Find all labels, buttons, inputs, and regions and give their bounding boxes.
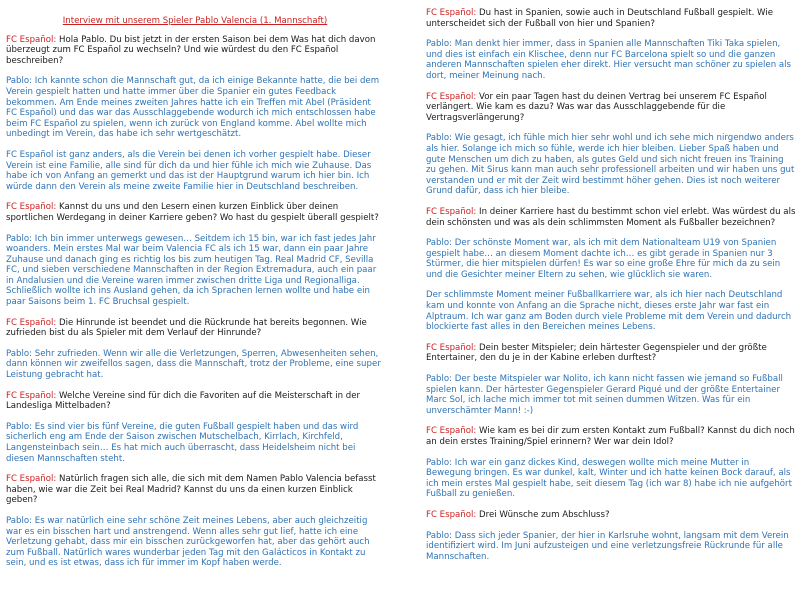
interview-answer-continued: FC Español ist ganz anders, als die Verein bei denen ich vorher gespielt habe. Dieser Verein ist eine Familie, alle sind für dich da und hier fühle ich mich wie Zuhause. Das habe ich von Anfang an gemerkt und das ist der Hauptgrund warum ich hier bin. Ich würde dann den Verein als meine zweite Familie hier in Deutschland beschreiben. [6, 149, 372, 192]
interview-question [426, 426, 796, 447]
question-text: Wie kam es bei dir zum ersten Kontakt zum Fußball? Kannst du dich noch an dein erstes Training/Spiel erinnern? Wer war dein Idol? [426, 426, 795, 447]
speaker-label-player: Pablo: [6, 348, 33, 359]
speaker-label-interviewer: FC Español: [426, 342, 477, 353]
interview-question [426, 343, 796, 364]
right-interview-list [426, 8, 796, 562]
interview-question [6, 202, 384, 223]
question-text: Kannst du uns und den Lesern einen kurzen Einblick über deinen sportlichen Werdegang in deiner Karriere geben? Wo hast du gespielt überall gespielt? [6, 202, 379, 223]
interview-question [426, 92, 796, 124]
speaker-label-interviewer: FC Español: [426, 206, 477, 217]
interview-answer [6, 234, 384, 308]
speaker-label-player: Pablo: [426, 133, 453, 144]
speaker-label-player: Pablo: [6, 233, 33, 244]
question-text: Natürlich fragen sich alle, die sich mit dem Namen Pablo Valencia befasst haben, wie war die Zeit bei Real Madrid? Kannst du uns da einen kurzen Einblick geben? [6, 474, 376, 506]
right-column [426, 0, 796, 572]
answer-text: Wie gesagt, ich fühle mich hier sehr wohl und ich sehe mich nirgendwo anders als hier. Solange ich mich so fühle, werde ich hier bleiben. Lieber Spaß haben und gute Menschen um dich zu haben, als gutes Geld und sich nicht freuen ins Training zu gehen. Mit Sirus kann man auch sehr professionell arbeiten und wir haben uns gut verstanden und er mit der Zeit wird bestimmt höher gehen. Dies ist noch weiterer Grund dafür, dass ich hier bleibe. [426, 133, 795, 197]
interview-answer [6, 349, 384, 381]
question-text: Hola Pablo. Du bist jetzt in der ersten Saison bei dem Was hat dich davon überzeugt zum FC Español zu wechseln? Und wie würdest du den FC Español beschreiben? [6, 34, 376, 66]
question-text: Dein bester Mitspieler; dein härtester Gegenspieler und der größte Entertainer, den du je in der Kabine erleben durftest? [426, 342, 767, 364]
answer-text: Es sind vier bis fünf Vereine, die guten Fußball gespielt haben und das wird sicherlich eng am Ende der Saison zwischen Mutschelbach, Kirrlach, Kirchfeld, Langensteinbach sein… Es hat mich auch überrascht, dass Heidelsheim nicht bei diesen Mannschaften steht. [6, 421, 359, 464]
interview-answer [426, 374, 796, 416]
answer-text: Der beste Mitspieler war Nolito, ich kann nicht fassen wie jemand so Fußball spielen kann. Der härtester Gegenspieler Gerard Piqué und der größte Entertainer Marc Sol, ich lache mich immer tot mit seinen dummen Witzen. Was für ein unverschämter Mann! :-) [426, 374, 783, 416]
answer-text: Ich bin immer unterwegs gewesen… Seitdem ich 15 bin, war ich fast jedes Jahr woanders. Mein erstes Mal war beim Valencia FC als ich 15 war, dann ein paar Jahre Zuhause und danach ging es richtig los bis zum heutigen Tag. Real Madrid CF, Sevilla FC, und sieben verschiedene Mannschaften in der Region Extremadura, auch ein paar in Andalusien und die Vereine waren immer zwischen dritte Liga und Regionalliga. Schließlich wollte ich ins Ausland gehen, da ich Sprachen lernen wollte und habe ein paar Saisons beim 1. FC Bruchsal gespielt. [6, 233, 377, 308]
speaker-label-player: Pablo: [426, 39, 453, 50]
interview-answer [426, 133, 796, 197]
speaker-label-interviewer: FC Español: [6, 202, 57, 213]
answer-text: Ich kannte schon die Mannschaft gut, da ich einige Bekannte hatte, die bei dem Verein gespielt hatten und hatte immer über die Spanier ein gutes Feedback bekommen. Am Ende meines zweiten Jahres hatte ich ein Treffen mit Abel (Präsident FC Español) und das war das Ausschlaggebende wodurch ich mich entschlossen habe beim FC Español zu spielen, wenn ich zurück von England komme. Abel wollte mich unbedingt im Verein, das habe ich sehr wertgeschätzt. [6, 76, 380, 140]
speaker-label-player: Pablo: [6, 421, 33, 432]
answer-text: Man denkt hier immer, dass in Spanien alle Mannschaften Tiki Taka spielen, und dies ist einfach ein Klischee, denn nur FC Barcelona spielt so und die ganzen anderen Mannschaften spielen eher direkt. Hier versucht man schöner zu spielen als dort, meiner Meinung nach. [426, 39, 791, 81]
speaker-label-interviewer: FC Español: [426, 91, 477, 102]
speaker-label-player: Pablo: [6, 515, 33, 526]
interview-question [426, 510, 796, 521]
speaker-label-interviewer: FC Español: [6, 390, 57, 401]
interview-question [6, 474, 384, 506]
interview-question [426, 207, 796, 228]
speaker-label-player: Pablo: [426, 457, 453, 468]
question-text: Die Hinrunde ist beendet und die Rückrunde hat bereits begonnen. Wie zufrieden bist du als Spieler mit dem Verlauf der Hinrunde? [6, 317, 367, 339]
speaker-label-interviewer: FC Español: [426, 8, 477, 18]
question-text: Du hast in Spanien, sowie auch in Deutschland Fußball gespielt. Wie unterscheidet sich der Fußball von hier und Spanien? [426, 8, 774, 29]
left-column [6, 0, 384, 579]
interview-answer [426, 458, 796, 500]
question-text: Drei Wünsche zum Abschluss? [476, 509, 610, 520]
interview-answer [426, 39, 796, 81]
interview-question [426, 8, 796, 29]
answer-text: Der schönste Moment war, als ich mit dem Nationalteam U19 von Spanien gespielt habe… an diesem Moment dachte ich… es gibt gerade in Spanien nur 3 Stürmer, die hier mitspielen dürfen! Es war so eine große Ehre für mich da zu sein und die Gesichter meiner Eltern zu sehen, wie glücklich sie waren. [426, 238, 781, 280]
speaker-label-interviewer: FC Español: [6, 317, 57, 328]
question-text: Vor ein paar Tagen hast du deinen Vertrag bei unserem FC Español verlängert. Wie kam es dazu? Was war das Ausschlaggebende für die Vertragsverlängerung? [426, 91, 767, 123]
interview-answer-continued: Der schlimmste Moment meiner Fußballkarriere war, als ich hier nach Deutschland kam und konnte von Anfang an die Sprache nicht, dieses erste Jahr war fast ein Alptraum. Ich war ganz am Boden durch viele Probleme mit dem Verein und dadurch blockierte fast alles in den Bereichen meines Lebens. [426, 290, 792, 333]
speaker-label-interviewer: FC Español: [426, 426, 477, 437]
interview-question [6, 318, 384, 339]
interview-answer [426, 531, 796, 563]
left-interview-list [6, 35, 384, 569]
question-text: Welche Vereine sind für dich die Favoriten auf die Meisterschaft in der Landesliga Mittelbaden? [6, 390, 361, 412]
interview-question [6, 35, 384, 67]
question-text: In deiner Karriere hast du bestimmt schon viel erlebt. Was würdest du als dein schönsten und was als dein schlimmsten Moment als Fußballer bezeichnen? [426, 206, 796, 228]
interview-answer [6, 516, 384, 569]
interview-question [6, 391, 384, 412]
interview-answer [426, 238, 796, 280]
speaker-label-interviewer: FC Español: [6, 34, 57, 45]
speaker-label-interviewer: FC Español: [6, 474, 57, 485]
page-title: Interview mit unserem Spieler Pablo Valencia (1. Mannschaft) [62, 16, 328, 26]
speaker-label-player: Pablo: [426, 374, 453, 385]
interview-answer [6, 422, 384, 464]
speaker-label-player: Pablo: [6, 76, 33, 87]
interview-answer [6, 76, 384, 140]
speaker-label-player: Pablo: [426, 530, 453, 541]
speaker-label-player: Pablo: [426, 238, 453, 249]
answer-text: Es war natürlich eine sehr schöne Zeit meines Lebens, aber auch gleichzeitig war es ein bisschen hart und anstrengend. Wenn alles sehr gut lief, hatte ich eine Verletzung gehabt, dass mir ein bisschen zurückgeworfen hat, aber das gehört auch zum Fußball. Natürlich wares wunderbar jeden Tag mit den Galácticos in Kontakt zu sein, und es ist etwas, dass ich für immer im Kopf haben werde. [6, 515, 370, 569]
speaker-label-interviewer: FC Español: [426, 509, 477, 520]
answer-text: Dass sich jeder Spanier, der hier in Karlsruhe wohnt, langsam mit dem Verein identifiziert wird. Im Juni aufzusteigen und eine verletzungsfreie Rückrunde für alle Mannschaften. [426, 530, 789, 562]
answer-text: Sehr zufrieden. Wenn wir alle die Verletzungen, Sperren, Abwesenheiten sehen, dann können wir zweifellos sagen, dass die Mannschaft, trotz der Probleme, eine super Leistung gebracht hat. [6, 348, 381, 381]
answer-text: Ich war ein ganz dickes Kind, deswegen wollte mich meine Mutter in Bewegung bringen. Es war dunkel, kalt, Winter und ich hatte keinen Bock darauf, als ich mein erstes Mal gespielt habe, seit diesem Tag (ich war 8) habe ich nie aufgehört Fußball zu genießen. [426, 457, 792, 500]
